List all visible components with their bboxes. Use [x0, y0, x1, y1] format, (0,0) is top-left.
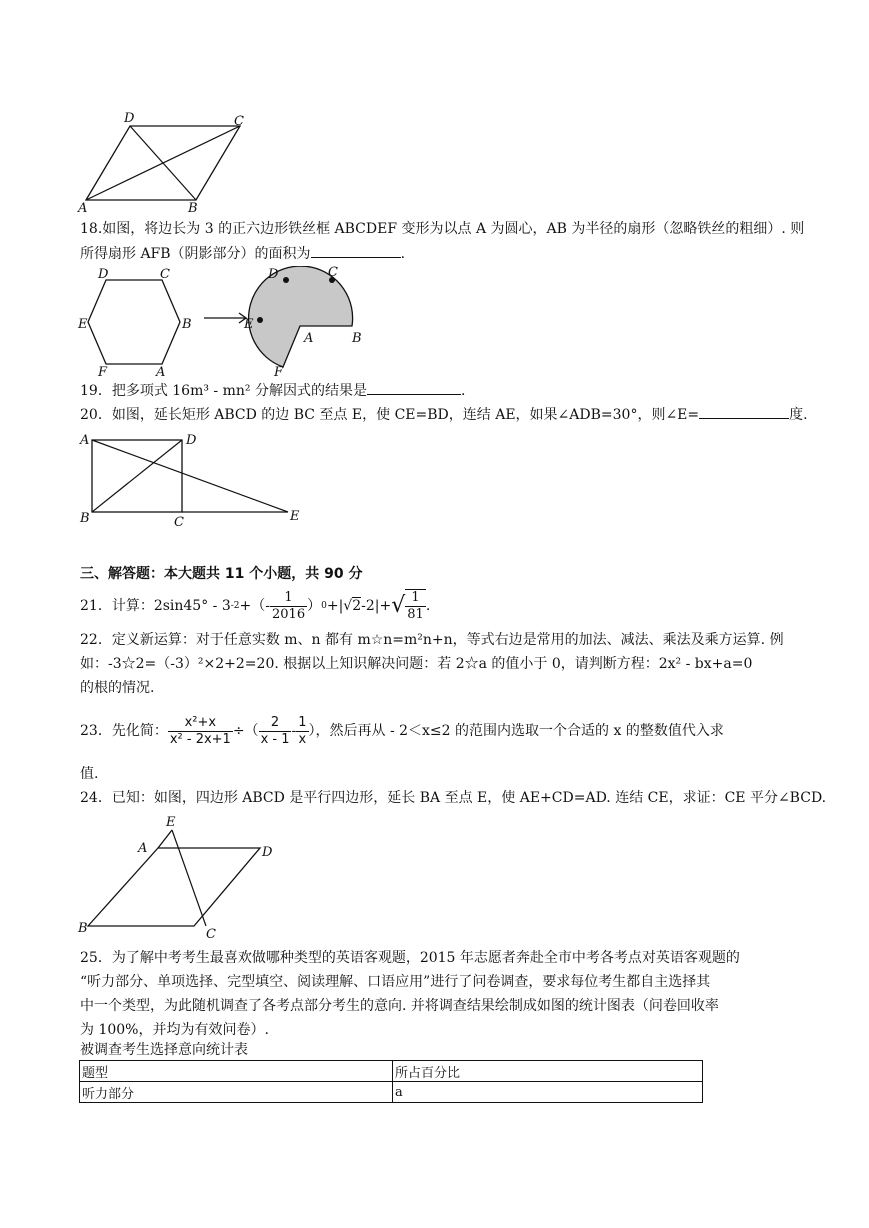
q20-line	[80, 404, 808, 425]
hex-label-f: F	[98, 365, 108, 378]
diagonal-ac	[86, 126, 240, 200]
q18-answer-blank[interactable]	[311, 243, 401, 258]
q19-answer-blank[interactable]	[367, 380, 461, 395]
point-d-dot	[283, 277, 289, 283]
q21-prefix: 21．计算：2sin45° - 3	[80, 598, 231, 614]
sqrt-sign-icon-2: √	[391, 593, 406, 618]
diagonal-bd	[92, 440, 182, 512]
rect-label-c: C	[174, 515, 184, 530]
p24-label-a: A	[138, 841, 148, 856]
q23-f2-den: x - 1	[260, 731, 290, 747]
label-a: A	[78, 201, 88, 214]
sector-label-c: C	[328, 266, 338, 280]
q23-f3-num: 1	[298, 714, 307, 730]
q24-line: 24．已知：如图，四边形 ABCD 是平行四边形，延长 BA 至点 E，使 AE+CD=AD. 连结 CE，求证：CE 平分∠BCD.	[80, 790, 827, 806]
q20-end: 度.	[789, 407, 808, 423]
q23-line	[80, 708, 724, 754]
table-cell-type: 听力部分	[80, 1082, 393, 1103]
point-e-dot	[257, 317, 263, 323]
p24-label-d: D	[262, 845, 273, 860]
q21-exp1: -2	[230, 601, 240, 611]
q22-line2: 如：-3☆2=（-3）²×2+2=20. 根据以上知识解决问题：若 2☆a 的值小于 0，请判断方程：2x² - bx+a=0	[80, 656, 753, 672]
q18-line2	[80, 243, 405, 264]
section-3-title: 三、解答题：本大题共 11 个小题，共 90 分	[80, 566, 363, 582]
q21-line	[80, 586, 430, 626]
q21-end: .	[425, 598, 431, 614]
rect-label-b: B	[80, 511, 90, 526]
q21-exp2: 0	[321, 601, 327, 611]
q25-line3: 中一个类型，为此随机调查了各考点部分考生的意向. 并将调查结果绘制成如图的统计图表（问卷回收率	[80, 998, 719, 1014]
q21-sqrt-frac	[391, 589, 426, 623]
hexagon-shape	[88, 280, 180, 364]
parallelogram-abcd	[88, 848, 260, 926]
q23-prefix: 23．先化简：	[80, 723, 168, 739]
segment-ae	[92, 440, 288, 512]
q18-line2-text: 所得扇形 AFB（阴影部分）的面积为	[80, 246, 311, 262]
p24-label-c: C	[206, 927, 216, 938]
sector-label-f: F	[274, 365, 284, 378]
q23-f1-den: x² - 2x+1	[169, 731, 231, 747]
q21-frac2-den: 81	[407, 607, 424, 622]
q21-sqrt-val: 2	[352, 598, 362, 614]
survey-table	[79, 1060, 703, 1103]
sector-label-a: A	[304, 331, 314, 346]
rect-label-e: E	[290, 509, 300, 524]
segment-ce	[172, 830, 206, 926]
table-header-percent: 所占百分比	[393, 1061, 703, 1082]
q23-line2: 值.	[80, 766, 99, 782]
table-header-type: 题型	[80, 1061, 393, 1082]
q20-answer-blank[interactable]	[699, 404, 789, 419]
table-header-row	[80, 1061, 703, 1082]
q21-sqrt	[343, 596, 361, 616]
q21-mid4: -2|+	[361, 598, 392, 614]
q23-div: ÷（	[232, 723, 259, 739]
q23-f2-num: 2	[259, 715, 292, 732]
parallelogram-figure	[76, 108, 256, 214]
p24-label-b: B	[78, 921, 88, 936]
rect-label-d: D	[186, 433, 197, 448]
q18-end: .	[400, 246, 406, 262]
q19-end: .	[460, 383, 466, 399]
sector-label-e: E	[244, 317, 254, 332]
hex-label-d: D	[98, 267, 109, 282]
hex-label-e: E	[78, 317, 88, 332]
q23-minus: -	[291, 723, 297, 739]
table-row	[80, 1082, 703, 1103]
segment-ae	[158, 830, 172, 848]
q23-f3-den: x	[298, 731, 307, 747]
q23-fraction3	[296, 715, 308, 748]
q21-mid2: ）	[307, 598, 322, 614]
q22-line1: 22．定义新运算：对于任意实数 m、n 都有 m☆n=m²n+n，等式右边是常用的加法、减法、乘法及乘方运算. 例	[80, 632, 784, 648]
label-c: C	[234, 114, 244, 129]
q21-frac2-num: 1	[405, 590, 426, 607]
q21-frac1-den: 2016	[272, 606, 306, 622]
p24-label-e: E	[166, 815, 176, 830]
q25-line4: 为 100%，并均为有效问卷）.	[80, 1022, 269, 1038]
q21-fraction2	[405, 589, 426, 623]
q25-line1: 25．为了解中考考生最喜欢做哪种类型的英语客观题，2015 年志愿者奔赴全市中考各考点对英语客观题的	[80, 950, 740, 966]
hex-label-b: B	[182, 317, 192, 332]
sector-label-d: D	[268, 267, 279, 282]
table-cell-percent: a	[393, 1082, 703, 1103]
q23-fraction1	[168, 715, 233, 748]
rectangle-figure	[76, 428, 306, 530]
label-b: B	[188, 201, 198, 214]
q25-line2: “听力部分、单项选择、完型填空、阅读理解、口语应用”进行了问卷调查，要求每位考生都自主选择其	[80, 974, 711, 990]
sqrt-sign-icon: √	[343, 598, 353, 614]
label-d: D	[124, 111, 135, 126]
parallelogram-ce-figure	[76, 812, 276, 938]
q21-fraction1	[270, 590, 307, 623]
q21-frac1-num: 1	[270, 590, 307, 607]
q19-text: 19．把多项式 16m³ - mn² 分解因式的结果是	[80, 383, 367, 399]
q21-mid1: +（-	[239, 598, 271, 614]
hex-label-c: C	[160, 267, 170, 282]
sector-shape	[249, 266, 353, 367]
q20-text: 20．如图，延长矩形 ABCD 的边 BC 至点 E，使 CE=BD，连结 AE，如果∠ADB=30°，则∠E=	[80, 407, 700, 423]
table-title: 被调查考生选择意向统计表	[80, 1042, 248, 1058]
q18-line1: 18.如图，将边长为 3 的正六边形铁丝框 ABCDEF 变形为以点 A 为圆心，AB 为半径的扇形（忽略铁丝的粗细）. 则	[80, 221, 805, 237]
q23-f1-num: x²+x	[168, 715, 233, 732]
q23-rest: ），然后再从 - 2＜x≤2 的范围内选取一个合适的 x 的整数值代入求	[308, 723, 724, 739]
rect-label-a: A	[80, 433, 90, 448]
q22-line3: 的根的情况.	[80, 680, 155, 696]
hexagon-sector-figure	[76, 266, 376, 378]
q19-line	[80, 380, 465, 401]
sector-label-b: B	[352, 331, 362, 346]
q21-mid3: +|	[326, 598, 344, 614]
hex-label-a: A	[156, 365, 166, 378]
q23-fraction2	[259, 715, 292, 748]
